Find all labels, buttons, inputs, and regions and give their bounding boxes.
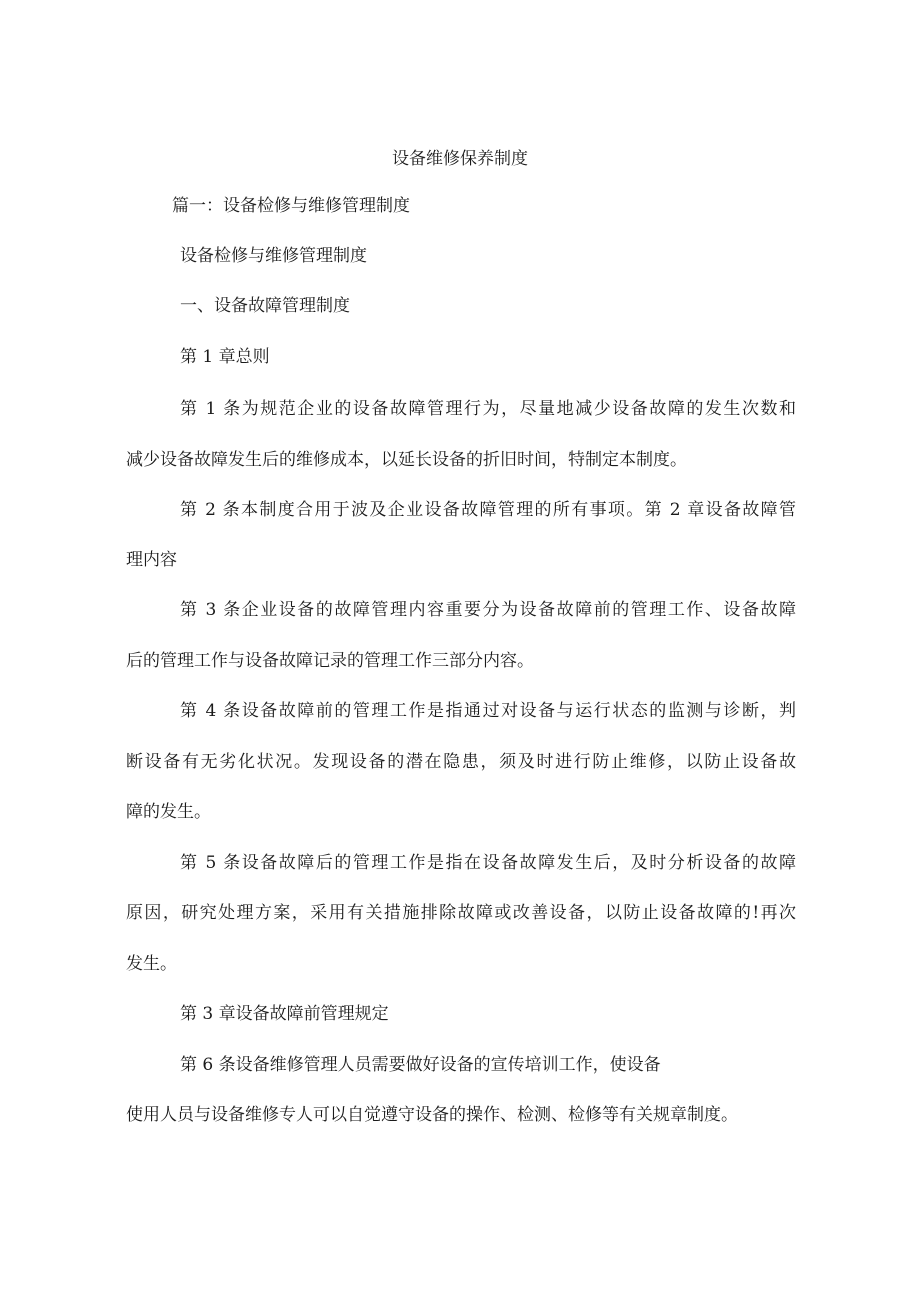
chapter-1-heading: 第 1 章总则 (180, 347, 270, 367)
article-4-line-3: 障的发生。 (126, 802, 211, 822)
part-heading: 篇一：设备检修与维修管理制度 (172, 196, 410, 216)
article-3-line-1: 第 3 条企业设备的故障管理内容重要分为设备故障前的管理工作、设备故障 (180, 600, 796, 620)
article-5-line-2: 原因，研究处理方案，采用有关措施排除故障或改善设备，以防止设备故障的!再次 (126, 903, 796, 923)
article-2-line-2: 理内容 (126, 550, 177, 570)
chapter-3-heading: 第 3 章设备故障前管理规定 (180, 1004, 389, 1024)
article-1-line-2: 减少设备故障发生后的维修成本，以延长设备的折旧时间，特制定本制度。 (126, 450, 687, 470)
article-4-line-1: 第 4 条设备故障前的管理工作是指通过对设备与运行状态的监测与诊断，判 (180, 701, 796, 721)
article-5-line-1: 第 5 条设备故障后的管理工作是指在设备故障发生后，及时分析设备的故障 (180, 853, 796, 873)
article-6-line-1: 第 6 条设备维修管理人员需要做好设备的宣传培训工作，使设备 (180, 1055, 661, 1075)
sub-title: 设备检修与维修管理制度 (180, 246, 367, 266)
article-4-line-2: 断设备有无劣化状况。发现设备的潜在隐患，须及时进行防止维修，以防止设备故 (126, 752, 796, 772)
article-1-line-1: 第 1 条为规范企业的设备故障管理行为，尽量地减少设备故障的发生次数和 (180, 399, 796, 419)
article-5-line-3: 发生。 (126, 954, 177, 974)
article-2-line-1: 第 2 条本制度合用于波及企业设备故障管理的所有事项。第 2 章设备故障管 (180, 500, 796, 520)
article-6-line-2: 使用人员与设备维修专人可以自觉遵守设备的操作、检测、检修等有关规章制度。 (126, 1105, 738, 1125)
document-title: 设备维修保养制度 (392, 149, 528, 169)
article-3-line-2: 后的管理工作与设备故障记录的管理工作三部分内容。 (126, 651, 534, 671)
section-heading: 一、设备故障管理制度 (180, 296, 350, 316)
